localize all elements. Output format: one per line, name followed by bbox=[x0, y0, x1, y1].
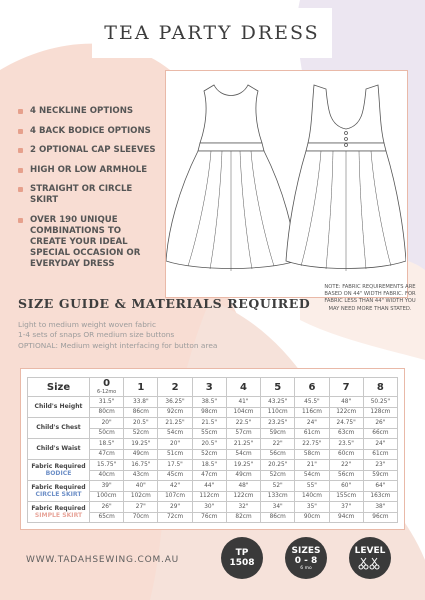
metric-value: 43cm bbox=[132, 471, 149, 478]
imperial-value: 40" bbox=[124, 482, 157, 492]
bullet-square-icon bbox=[18, 168, 23, 173]
imperial-value: 23.5" bbox=[330, 440, 363, 450]
metric-value: 54cm bbox=[235, 450, 252, 457]
imperial-value: 33.8" bbox=[124, 398, 157, 408]
imperial-value: 29" bbox=[158, 503, 191, 513]
imperial-value: 41" bbox=[227, 398, 260, 408]
measurement-cell bbox=[124, 418, 158, 439]
metric-value: 128cm bbox=[370, 408, 391, 415]
metric-value: 122cm bbox=[336, 408, 357, 415]
imperial-value: 20.5" bbox=[124, 419, 157, 429]
metric-value: 50cm bbox=[98, 429, 115, 436]
measurement-cell bbox=[226, 397, 260, 418]
metric-value: 86cm bbox=[269, 513, 286, 520]
size-header-cell: 6 bbox=[295, 378, 329, 397]
measurement-cell bbox=[261, 481, 295, 502]
measurement-cell bbox=[158, 460, 192, 481]
imperial-value: 64" bbox=[364, 482, 397, 492]
dress-illustrations bbox=[166, 71, 406, 296]
metric-value: 92cm bbox=[166, 408, 184, 415]
measurement-cell bbox=[329, 418, 363, 439]
measurement-cell bbox=[90, 481, 124, 502]
metric-value: 70cm bbox=[132, 513, 149, 520]
metric-value: 133cm bbox=[267, 492, 288, 499]
row-label bbox=[28, 481, 90, 502]
table-row bbox=[28, 439, 398, 460]
metric-value: 54cm bbox=[303, 471, 321, 478]
measurement-cell bbox=[295, 502, 329, 523]
table-row bbox=[28, 418, 398, 439]
imperial-value: 19.25" bbox=[124, 440, 157, 450]
measurement-cell bbox=[363, 439, 397, 460]
metric-value: 96cm bbox=[372, 513, 389, 520]
imperial-value: 22.5" bbox=[227, 419, 260, 429]
imperial-value: 15.75" bbox=[90, 461, 123, 471]
metric-value: 72cm bbox=[166, 513, 184, 520]
measurement-cell bbox=[363, 502, 397, 523]
measurement-cell bbox=[90, 439, 124, 460]
table-row bbox=[28, 481, 398, 502]
metric-value: 98cm bbox=[201, 408, 218, 415]
imperial-value: 20.25" bbox=[261, 461, 294, 471]
row-label bbox=[28, 502, 90, 523]
measurement-cell bbox=[363, 460, 397, 481]
measurement-cell bbox=[329, 481, 363, 502]
imperial-value: 31.5" bbox=[90, 398, 123, 408]
metric-value: 104cm bbox=[233, 408, 254, 415]
imperial-value: 21" bbox=[295, 461, 328, 471]
metric-value: 90cm bbox=[303, 513, 321, 520]
metric-value: 116cm bbox=[301, 408, 322, 415]
imperial-value: 32" bbox=[227, 503, 260, 513]
metric-value: 59cm bbox=[372, 471, 389, 478]
feature-item: 4 NECKLINE OPTIONS bbox=[18, 106, 160, 117]
imperial-value: 39" bbox=[90, 482, 123, 492]
feature-item: HIGH OR LOW ARMHOLE bbox=[18, 165, 160, 176]
row-label-sub: SIMPLE SKIRT bbox=[34, 512, 83, 519]
measurement-cell bbox=[261, 397, 295, 418]
measurement-cell bbox=[158, 439, 192, 460]
size-header-cell: 7 bbox=[329, 378, 363, 397]
dress-front-illustration bbox=[166, 85, 296, 271]
row-label-sub: CIRCLE SKIRT bbox=[35, 491, 82, 498]
measurement-cell bbox=[226, 418, 260, 439]
imperial-value: 21.5" bbox=[193, 419, 226, 429]
measurement-cell bbox=[295, 481, 329, 502]
bullet-square-icon bbox=[18, 148, 23, 153]
imperial-value: 42" bbox=[158, 482, 191, 492]
measurement-cell bbox=[295, 460, 329, 481]
imperial-value: 38.5" bbox=[193, 398, 226, 408]
row-label bbox=[28, 439, 90, 460]
metric-value: 57cm bbox=[235, 429, 252, 436]
measurement-cell bbox=[192, 397, 226, 418]
row-label-sub: BODICE bbox=[45, 470, 72, 477]
metric-value: 60cm bbox=[338, 450, 355, 457]
sizes-badge: SIZES 0 - 8 6 mo bbox=[285, 537, 327, 579]
size-header-row bbox=[28, 378, 398, 397]
size-zero-sub: 6-12mo bbox=[96, 389, 117, 395]
materials-list bbox=[18, 320, 318, 351]
size-header-label: Size bbox=[28, 378, 90, 397]
metric-value: 122cm bbox=[233, 492, 254, 499]
metric-value: 47cm bbox=[98, 450, 115, 457]
size-guide-heading: SIZE GUIDE & MATERIALS REQUIRED bbox=[18, 296, 311, 311]
metric-value: 100cm bbox=[96, 492, 117, 499]
size-chart-body bbox=[28, 397, 398, 523]
measurement-cell bbox=[226, 439, 260, 460]
measurement-cell bbox=[90, 418, 124, 439]
measurement-cell bbox=[329, 502, 363, 523]
imperial-value: 52" bbox=[261, 482, 294, 492]
materials-item: 1-4 sets of snaps OR medium size buttons bbox=[18, 330, 175, 340]
metric-value: 55cm bbox=[201, 429, 218, 436]
row-label bbox=[28, 418, 90, 439]
pattern-number-badge: TP 1508 bbox=[221, 537, 263, 579]
website-link[interactable]: WWW.TADAHSEWING.COM.AU bbox=[26, 555, 180, 565]
imperial-value: 36.25" bbox=[158, 398, 191, 408]
imperial-value: 38" bbox=[364, 503, 397, 513]
imperial-value: 35" bbox=[295, 503, 328, 513]
imperial-value: 18.5" bbox=[90, 440, 123, 450]
size-header-cell: 3 bbox=[192, 378, 226, 397]
size-chart-table bbox=[27, 377, 398, 523]
size-header-cell: 5 bbox=[261, 378, 295, 397]
measurement-cell bbox=[124, 481, 158, 502]
measurement-cell bbox=[192, 481, 226, 502]
metric-value: 140cm bbox=[301, 492, 322, 499]
metric-value: 52cm bbox=[269, 471, 286, 478]
metric-value: 56cm bbox=[269, 450, 286, 457]
imperial-value: 18.5" bbox=[193, 461, 226, 471]
measurement-cell bbox=[226, 481, 260, 502]
measurement-cell bbox=[124, 397, 158, 418]
row-label-main: Fabric Required bbox=[31, 483, 86, 491]
imperial-value: 17.5" bbox=[158, 461, 191, 471]
metric-value: 155cm bbox=[336, 492, 357, 499]
imperial-value: 60" bbox=[330, 482, 363, 492]
size-header-cell bbox=[90, 378, 124, 397]
metric-value: 45cm bbox=[166, 471, 184, 478]
imperial-value: 16.75" bbox=[124, 461, 157, 471]
imperial-value: 34" bbox=[261, 503, 294, 513]
measurement-cell bbox=[158, 397, 192, 418]
dress-back-illustration bbox=[286, 85, 406, 271]
metric-value: 94cm bbox=[338, 513, 355, 520]
measurement-cell bbox=[226, 460, 260, 481]
size-header-cell: 1 bbox=[124, 378, 158, 397]
imperial-value: 26" bbox=[364, 419, 397, 429]
imperial-value: 37" bbox=[330, 503, 363, 513]
imperial-value: 23.25" bbox=[261, 419, 294, 429]
size-header-cell: 8 bbox=[363, 378, 397, 397]
imperial-value: 24.75" bbox=[330, 419, 363, 429]
measurement-cell bbox=[363, 418, 397, 439]
measurement-cell bbox=[158, 481, 192, 502]
imperial-value: 48" bbox=[330, 398, 363, 408]
row-label-main: Child's Waist bbox=[36, 445, 81, 453]
materials-item: Light to medium weight woven fabric bbox=[18, 320, 157, 329]
measurement-cell bbox=[90, 502, 124, 523]
measurement-cell bbox=[261, 502, 295, 523]
imperial-value: 48" bbox=[227, 482, 260, 492]
metric-value: 40cm bbox=[98, 471, 115, 478]
measurement-cell bbox=[363, 397, 397, 418]
measurement-cell bbox=[295, 439, 329, 460]
metric-value: 63cm bbox=[338, 429, 355, 436]
imperial-value: 55" bbox=[295, 482, 328, 492]
imperial-value: 24" bbox=[295, 419, 328, 429]
measurement-cell bbox=[90, 460, 124, 481]
imperial-value: 23" bbox=[364, 461, 397, 471]
row-label-main: Fabric Required bbox=[31, 462, 86, 470]
measurement-cell bbox=[192, 418, 226, 439]
measurement-cell bbox=[158, 502, 192, 523]
bullet-square-icon bbox=[18, 129, 23, 134]
metric-value: 61cm bbox=[303, 429, 321, 436]
measurement-cell bbox=[295, 418, 329, 439]
feature-item: 4 BACK BODICE OPTIONS bbox=[18, 126, 160, 137]
imperial-value: 22.75" bbox=[295, 440, 328, 450]
page-title: TEA PARTY DRESS bbox=[104, 22, 320, 44]
dress-illustration-card bbox=[165, 70, 408, 298]
imperial-value: 26" bbox=[90, 503, 123, 513]
size-zero-label: 0 bbox=[103, 378, 111, 389]
measurement-cell bbox=[90, 397, 124, 418]
metric-value: 54cm bbox=[166, 429, 184, 436]
row-label-main: Child's Height bbox=[34, 403, 83, 411]
measurement-cell bbox=[192, 439, 226, 460]
measurement-cell bbox=[192, 460, 226, 481]
materials-item: OPTIONAL: Medium weight interfacing for button area bbox=[18, 340, 218, 350]
metric-value: 52cm bbox=[201, 450, 218, 457]
row-label bbox=[28, 397, 90, 418]
metric-value: 107cm bbox=[165, 492, 185, 499]
metric-value: 49cm bbox=[132, 450, 149, 457]
feature-item: 2 OPTIONAL CAP SLEEVES bbox=[18, 145, 160, 156]
feature-item: OVER 190 UNIQUE COMBINATIONS TO CREATE YOUR IDEAL SPECIAL OCCASION OR EVERYDAY DRESS bbox=[18, 215, 160, 270]
metric-value: 80cm bbox=[98, 408, 115, 415]
metric-value: 52cm bbox=[132, 429, 149, 436]
metric-value: 61cm bbox=[372, 450, 389, 457]
measurement-cell bbox=[329, 439, 363, 460]
measurement-cell bbox=[329, 460, 363, 481]
level-badge: LEVEL bbox=[349, 537, 391, 579]
measurement-cell bbox=[158, 418, 192, 439]
measurement-cell bbox=[124, 439, 158, 460]
bullet-square-icon bbox=[18, 218, 23, 223]
measurement-cell bbox=[261, 460, 295, 481]
measurement-cell bbox=[261, 439, 295, 460]
feature-item: STRAIGHT OR CIRCLE SKIRT bbox=[18, 184, 160, 206]
imperial-value: 44" bbox=[193, 482, 226, 492]
metric-value: 51cm bbox=[166, 450, 184, 457]
imperial-value: 19.25" bbox=[227, 461, 260, 471]
measurement-cell bbox=[124, 502, 158, 523]
metric-value: 102cm bbox=[130, 492, 151, 499]
metric-value: 66cm bbox=[372, 429, 389, 436]
table-row bbox=[28, 460, 398, 481]
imperial-value: 27" bbox=[124, 503, 157, 513]
metric-value: 49cm bbox=[235, 471, 252, 478]
metric-value: 76cm bbox=[201, 513, 218, 520]
metric-value: 82cm bbox=[235, 513, 252, 520]
metric-value: 56cm bbox=[338, 471, 355, 478]
imperial-value: 21.25" bbox=[227, 440, 260, 450]
imperial-value: 20" bbox=[90, 419, 123, 429]
imperial-value: 21.25" bbox=[158, 419, 191, 429]
size-header-cell: 4 bbox=[226, 378, 260, 397]
measurement-cell bbox=[261, 418, 295, 439]
metric-value: 163cm bbox=[370, 492, 391, 499]
metric-value: 112cm bbox=[199, 492, 220, 499]
imperial-value: 20" bbox=[158, 440, 191, 450]
imperial-value: 43.25" bbox=[261, 398, 294, 408]
row-label bbox=[28, 460, 90, 481]
imperial-value: 30" bbox=[193, 503, 226, 513]
size-header-cell: 2 bbox=[158, 378, 192, 397]
measurement-cell bbox=[226, 502, 260, 523]
bullet-square-icon bbox=[18, 187, 23, 192]
measurement-cell bbox=[329, 397, 363, 418]
row-label-main: Fabric Required bbox=[31, 504, 86, 512]
imperial-value: 22" bbox=[261, 440, 294, 450]
metric-value: 65cm bbox=[98, 513, 115, 520]
scissors-level-icon bbox=[357, 556, 383, 570]
imperial-value: 50.25" bbox=[364, 398, 397, 408]
metric-value: 47cm bbox=[201, 471, 218, 478]
measurement-cell bbox=[295, 397, 329, 418]
size-chart-card bbox=[20, 368, 405, 530]
table-row bbox=[28, 397, 398, 418]
table-row bbox=[28, 502, 398, 523]
imperial-value: 24" bbox=[364, 440, 397, 450]
row-label-main: Child's Chest bbox=[36, 424, 81, 432]
metric-value: 86cm bbox=[132, 408, 149, 415]
measurement-cell bbox=[363, 481, 397, 502]
bullet-square-icon bbox=[18, 109, 23, 114]
metric-value: 58cm bbox=[303, 450, 321, 457]
measurement-cell bbox=[192, 502, 226, 523]
measurement-cell bbox=[124, 460, 158, 481]
imperial-value: 20.5" bbox=[193, 440, 226, 450]
metric-value: 110cm bbox=[267, 408, 288, 415]
feature-list bbox=[18, 106, 160, 278]
imperial-value: 22" bbox=[330, 461, 363, 471]
imperial-value: 45.5" bbox=[295, 398, 328, 408]
fabric-note: NOTE: FABRIC REQUIREMENTS ARE BASED ON 44" WIDTH FABRIC. FOR FABRIC LESS THAN 44" WIDTH YOU MAY NEED MORE THAN STATED. bbox=[324, 284, 416, 312]
title-banner bbox=[92, 8, 332, 58]
metric-value: 59cm bbox=[269, 429, 286, 436]
